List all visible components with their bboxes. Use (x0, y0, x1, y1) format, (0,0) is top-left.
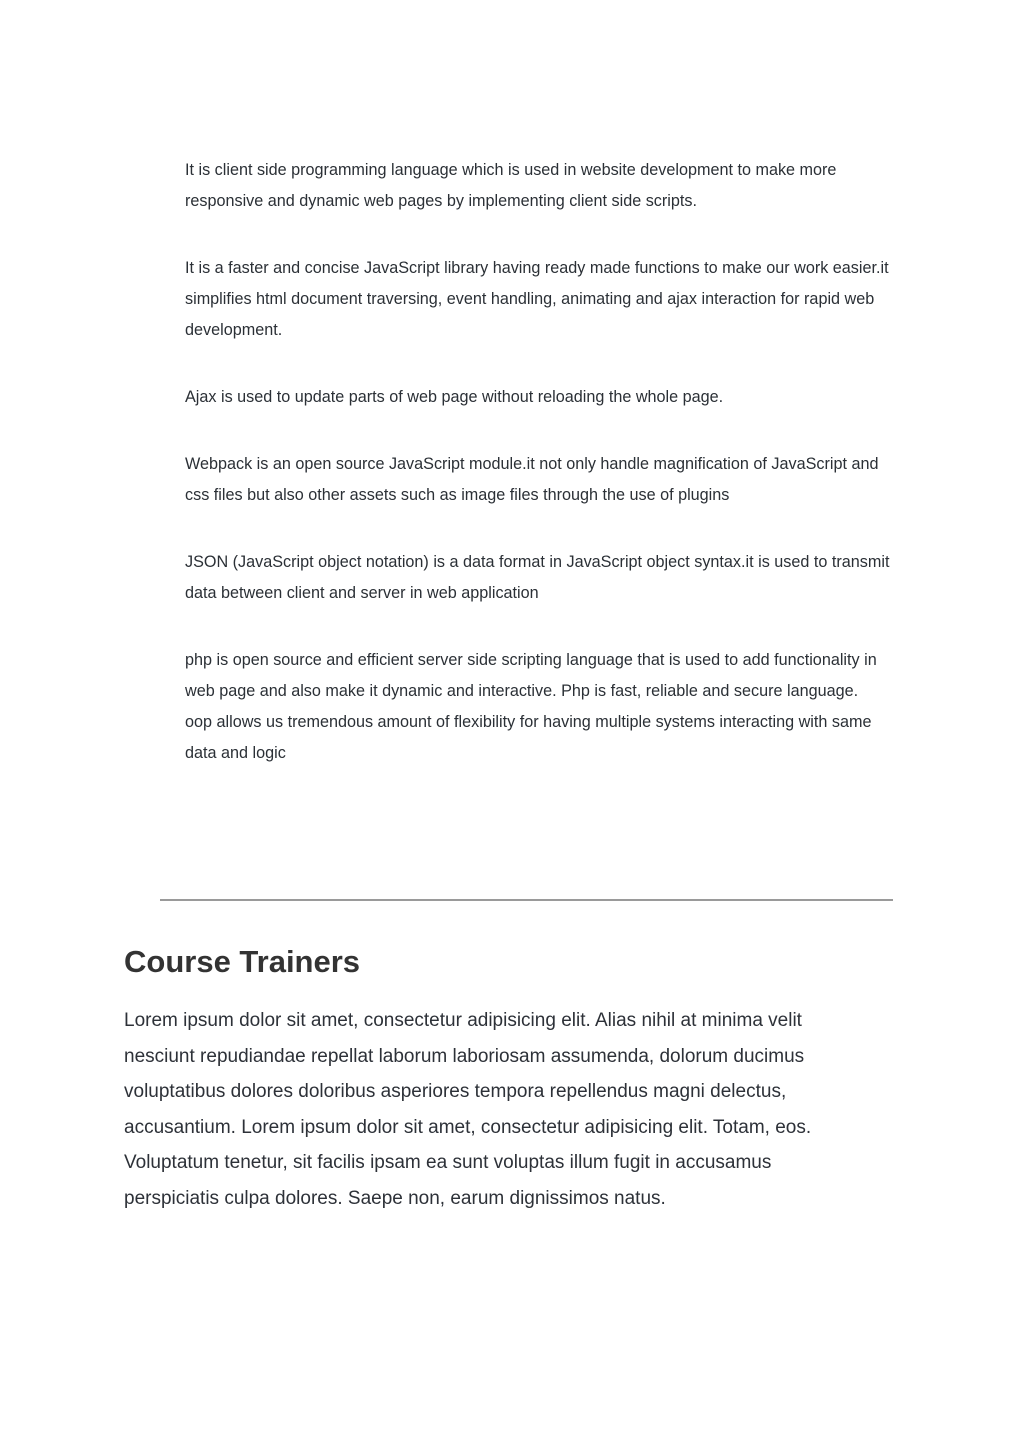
skill-description-jquery: It is a faster and concise JavaScript library having ready made functions to make our work easier.it simplifies html document traversing, event handling, animating and ajax interaction for rapid web development. (185, 259, 889, 339)
skill-description-json: JSON (JavaScript object notation) is a data format in JavaScript object syntax.it is used to transmit data between client and server in web application (185, 553, 890, 602)
course-trainers-heading: Course Trainers (124, 944, 361, 979)
skill-description-php: php is open source and efficient server side scripting language that is used to add functionality in web page and also make it dynamic and interactive. Php is fast, reliable and secure language. (185, 651, 877, 700)
section-divider (160, 899, 893, 901)
course-trainers-text: Lorem ipsum dolor sit amet, consectetur adipisicing elit. Alias nihil at minima velit nesciunt repudiandae repellat laborum laboriosam assumenda, dolorum ducimus voluptatibus dolores doloribus asperiores tempora repellendus magni delectus, accusantium. Lorem ipsum dolor sit amet, consectetur adipisicing elit. Totam, eos. Voluptatum tenetur, sit facilis ipsam ea sunt voluptas illum fugit in accusamus perspiciatis culpa dolores. Saepe non, earum dignissimos natus. (124, 1010, 812, 1209)
skills-section (185, 155, 895, 769)
skill-description-javascript: It is client side programming language which is used in website development to make more responsive and dynamic web pages by implementing client side scripts. (185, 161, 837, 210)
skill-description-webpack: Webpack is an open source JavaScript module.it not only handle magnification of JavaScript and css files but also other assets such as image files through the use of plugins (185, 455, 879, 504)
skill-description-oop: oop allows us tremendous amount of flexibility for having multiple systems interacting with same data and logic (185, 713, 872, 762)
skill-description-ajax: Ajax is used to update parts of web page without reloading the whole page. (185, 388, 724, 406)
